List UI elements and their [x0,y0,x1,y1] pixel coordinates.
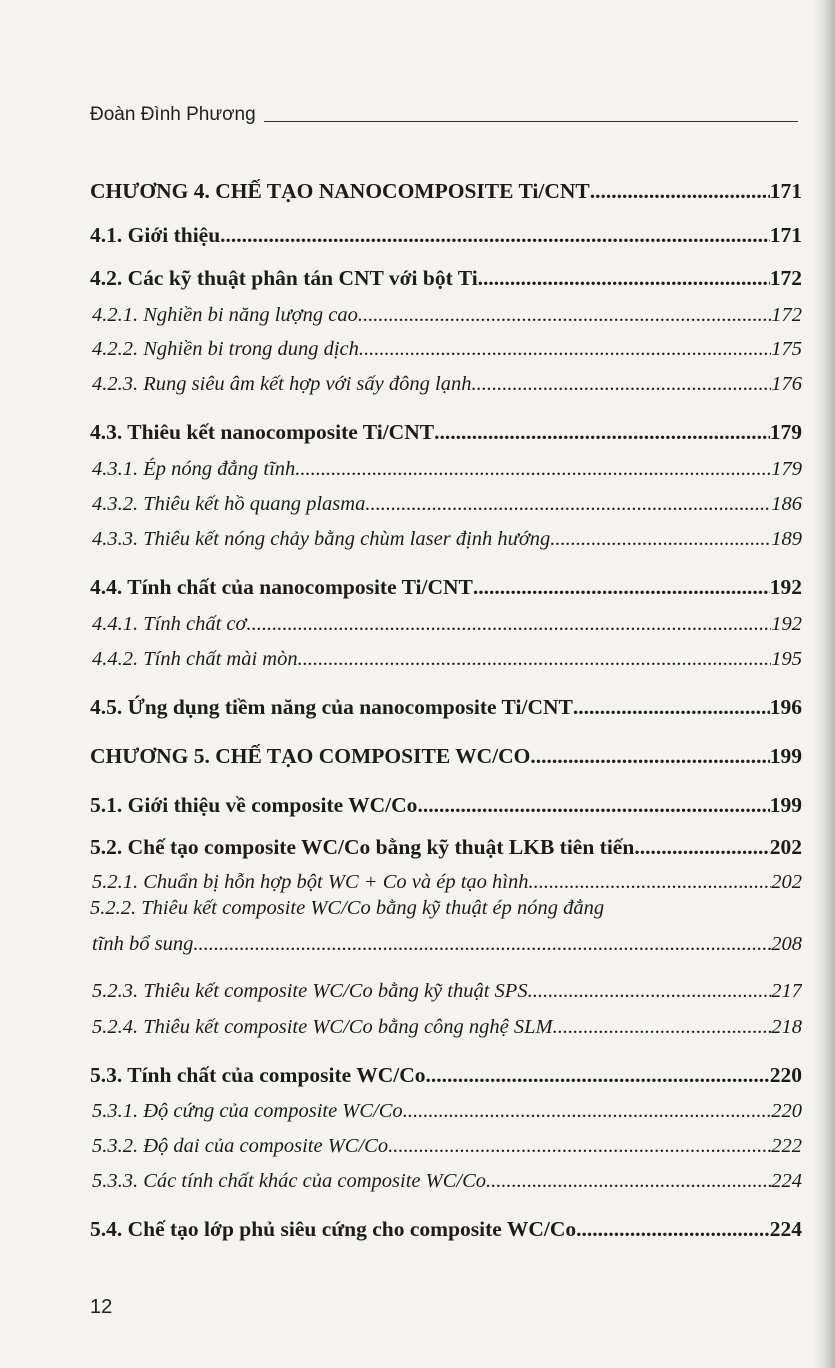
toc-entry-page: 171 [769,179,802,203]
toc-entry-page: 224 [771,1170,802,1192]
toc-entry-page: 189 [771,528,802,550]
toc-entry-title: 5.2.4. Thiêu kết composite WC/Co bằng công nghệ SLM [92,1016,553,1038]
toc-entry-page: 220 [771,1100,802,1122]
toc-entry-page: 171 [769,223,802,247]
toc-subsection-5-3-2 [90,1123,802,1159]
dot-leader [634,834,769,860]
page-number: 12 [90,1296,113,1318]
toc-entry-page: 222 [771,1135,802,1157]
toc-section-4-4 [90,564,802,600]
toc-entry-page: 208 [771,933,802,955]
toc-entry-title: 4.3. Thiêu kết nanocomposite Ti/CNT [90,420,435,444]
toc-subsection-4-2-1 [90,292,802,328]
dot-leader [573,694,770,720]
dot-leader [193,931,771,957]
dot-leader [295,456,771,482]
toc-entry-page: 175 [771,338,802,360]
toc-entry-page: 186 [771,493,802,515]
dot-leader [365,491,771,517]
toc-subsection-5-2-4 [90,1004,802,1040]
toc-entry-page: 192 [771,613,802,635]
toc-entry-title-line-2: tĩnh bổ sung [92,933,194,955]
toc-entry-page: 179 [769,420,802,444]
toc-entry-page: 218 [771,1016,802,1038]
toc-entry-title: 4.2.3. Rung siêu âm kết hợp với sấy đông lạnh [92,373,472,395]
toc-section-5-1 [90,782,802,818]
toc-entry-title: 4.4.2. Tính chất mài mòn [92,648,298,670]
toc-entry-title: 4.2. Các kỹ thuật phân tán CNT với bột Ti [90,266,478,290]
dot-leader [434,419,770,445]
dot-leader [473,574,770,600]
toc-entry-page: 192 [769,575,802,599]
toc-subsection-4-3-3 [90,516,802,552]
toc-subsection-4-4-2 [90,636,802,672]
toc-subsection-4-2-3 [90,361,802,397]
author-name: Đoàn Đình Phương [90,104,256,125]
toc-entry-title: 4.5. Ứng dụng tiềm năng của nanocomposite Ti/CNT [90,695,573,719]
toc-entry-title: 4.2.1. Nghiền bi năng lượng cao [92,304,358,326]
toc-subsection-4-4-1 [90,601,802,637]
toc-section-5-3 [90,1052,802,1088]
toc-section-4-1 [90,212,802,248]
page-edge-shadow [813,0,835,1368]
toc-entry-page: 179 [771,458,802,480]
toc-entry-title: 4.3.3. Thiêu kết nóng chảy bằng chùm laser định hướng [92,528,551,550]
dot-leader [246,611,771,637]
toc-section-5-4 [90,1206,802,1242]
toc-chapter-5 [90,733,802,769]
dot-leader [358,302,771,328]
toc-entry-title: CHƯƠNG 5. CHẾ TẠO COMPOSITE WC/CO [90,744,531,768]
toc-entry-page: 202 [769,835,802,859]
toc-entry-title-line-1: 5.2.2. Thiêu kết composite WC/Co bằng kỹ thuật ép nóng đẳng [90,897,605,919]
toc-subsection-4-3-2 [90,481,802,517]
dot-leader [528,978,772,1004]
toc-entry-page: 217 [771,980,802,1002]
toc-section-4-5 [90,684,802,720]
toc-entry-page: 199 [769,793,802,817]
toc-section-4-3 [90,409,802,445]
toc-entry-title: 5.2.3. Thiêu kết composite WC/Co bằng kỹ thuật SPS [92,980,528,1002]
toc-entry-page: 199 [769,744,802,768]
toc-entry-title: 5.3. Tính chất của composite WC/Co [90,1063,426,1087]
toc-entry-page: 220 [769,1063,802,1087]
running-header [90,98,798,126]
toc-entry-title: 4.4. Tính chất của nanocomposite Ti/CNT [90,575,473,599]
toc-entry-title: 4.3.2. Thiêu kết hồ quang plasma [92,493,366,515]
toc-subsection-5-3-3 [90,1158,802,1194]
toc-entry-page: 202 [771,871,802,893]
dot-leader [403,1098,772,1124]
toc-entry-page: 224 [769,1217,802,1241]
toc-entry-title: 5.2.1. Chuẩn bị hỗn hợp bột WC + Co và ép tạo hình [92,871,529,893]
toc-subsection-4-3-1 [90,446,802,482]
dot-leader [220,222,770,248]
toc-subsection-4-2-2 [90,326,802,362]
dot-leader [471,371,771,397]
toc-subsection-5-2-1 [90,859,802,895]
toc-entry-title: 5.3.1. Độ cứng của composite WC/Co [92,1100,403,1122]
toc-subsection-5-2-3 [90,968,802,1004]
toc-subsection-5-3-1 [90,1088,802,1124]
dot-leader [528,869,771,895]
toc-entry-title: 4.2.2. Nghiền bi trong dung dịch [92,338,359,360]
dot-leader [425,1062,769,1088]
dot-leader [590,178,770,204]
dot-leader [388,1133,771,1159]
toc-entry-title: 5.3.3. Các tính chất khác của composite WC/Co [92,1170,486,1192]
dot-leader [298,646,772,672]
toc-entry-title: 5.3.2. Độ dai của composite WC/Co [92,1135,389,1157]
toc-entry-title: 4.4.1. Tính chất cơ [92,613,247,635]
toc-chapter-4 [90,168,802,204]
dot-leader [576,1216,770,1242]
header-rule [264,121,798,122]
dot-leader [486,1168,771,1194]
toc-entry-title: 5.2. Chế tạo composite WC/Co bằng kỹ thuật LKB tiên tiến [90,835,635,859]
dot-leader [478,265,770,291]
dot-leader [359,336,771,362]
toc-entry-page: 172 [771,304,802,326]
toc-entry-page: 196 [769,695,802,719]
dot-leader [550,526,771,552]
toc-section-5-2 [90,824,802,860]
toc-entry-title: 5.1. Giới thiệu về composite WC/Co [90,793,418,817]
toc-entry-page: 172 [769,266,802,290]
dot-leader [530,743,769,769]
toc-entry-title: 4.3.1. Ép nóng đẳng tĩnh [92,458,296,480]
dot-leader [417,792,769,818]
dot-leader [553,1014,772,1040]
toc-entry-title: CHƯƠNG 4. CHẾ TẠO NANOCOMPOSITE Ti/CNT [90,179,590,203]
toc-entry-title: 4.1. Giới thiệu [90,223,221,247]
toc-subsection-5-2-2 [90,893,802,957]
toc-section-4-2 [90,255,802,291]
toc-entry-title: 5.4. Chế tạo lớp phủ siêu cứng cho composite WC/Co [90,1217,577,1241]
toc-entry-page: 195 [771,648,802,670]
toc-entry-page: 176 [771,373,802,395]
